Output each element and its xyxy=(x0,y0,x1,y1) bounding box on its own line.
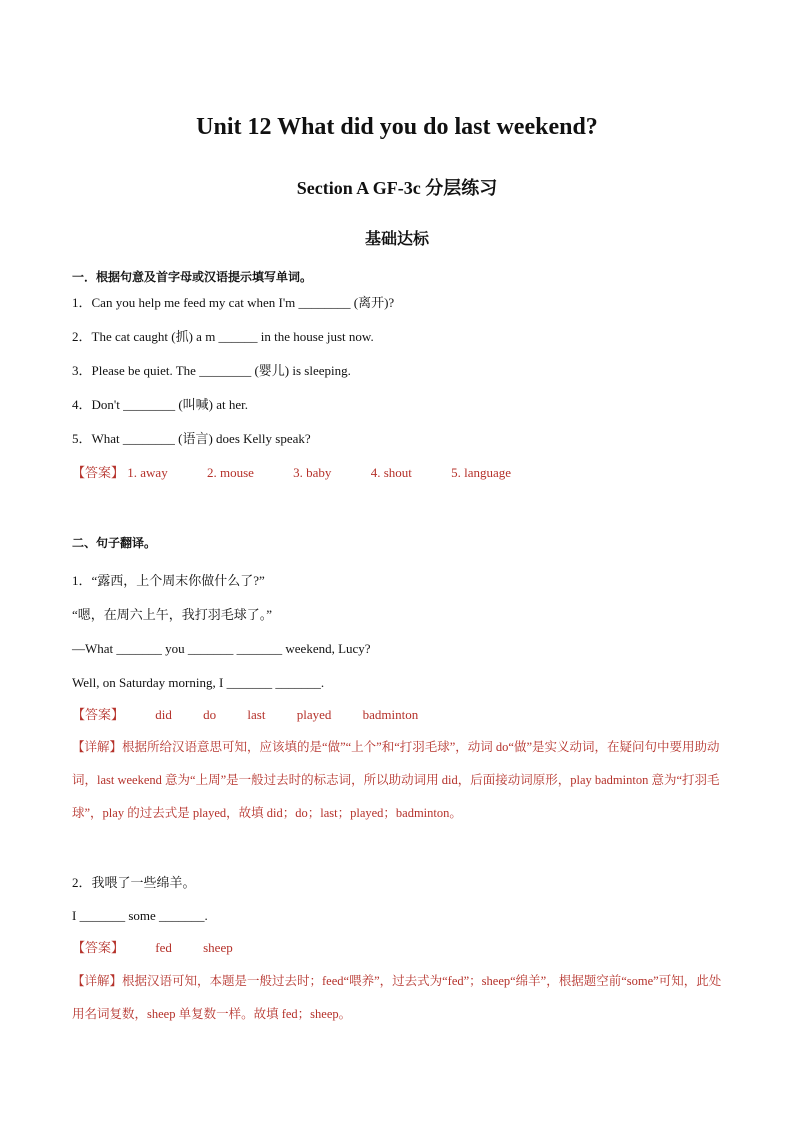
answer-label: 【答案】 xyxy=(72,465,125,480)
detail-text: 根据汉语可知，本题是一般过去时；feed“喂养”，过去式为“fed”；sheep“绵羊”，根据题空前“some”可知，此处用名词复数，sheep 单复数一样。故填 fed；sheep。 xyxy=(72,974,722,1021)
answer-item: 5. language xyxy=(451,465,512,480)
part1-heading: 一．根据句意及首字母或汉语提示填写单词。 xyxy=(72,270,313,284)
answer-item: last xyxy=(247,707,266,722)
page-title: Unit 12 What did you do last weekend? xyxy=(196,114,598,140)
part1-question-5: 5．What ________ (语言) does Kelly speak? xyxy=(72,431,311,446)
answer-item: played xyxy=(296,707,332,722)
part1-question-2: 2．The cat caught (抓) a m ______ in the house just now. xyxy=(72,329,374,344)
part2-item2-chinese: 2．我喂了一些绵羊。 xyxy=(72,875,196,890)
answer-item: did xyxy=(155,707,172,722)
part2-item1-english-2: Well, on Saturday morning, I _______ _______. xyxy=(72,675,325,690)
detail-text: 根据所给汉语意思可知，应该填的是“做”“上个”和“打羽毛球”，动词 do“做”是实义动词，在疑问句中要用助动词，last weekend 意为“上周”是一般过去时的标志词，所以助动词用 did，后面接动词原形，play badminton 意为“打羽毛球”，play 的过去式是 played，故填 did；do；last；played；badminton。 xyxy=(72,740,720,820)
part1-question-3: 3．Please be quiet. The ________ (婴儿) is sleeping. xyxy=(72,363,351,378)
answer-item: badminton xyxy=(362,707,419,722)
answer-item: 1. away xyxy=(127,465,168,480)
answer-label: 【答案】 xyxy=(72,940,125,955)
part2-item1-detail xyxy=(72,731,722,830)
answer-item: fed xyxy=(155,940,172,955)
part2-item1-chinese-2: “嗯，在周六上午，我打羽毛球了。” xyxy=(72,607,273,622)
part1-answer-line xyxy=(72,464,511,482)
part2-item2-detail xyxy=(72,965,722,1031)
part2-item1-answer-line xyxy=(72,706,418,724)
part2-item2-english: I _______ some _______. xyxy=(72,908,208,923)
part2-item1-chinese-1: 1．“露西，上个周末你做什么了?” xyxy=(72,573,265,588)
part2-item2-answer-line xyxy=(72,939,233,957)
answer-label: 【答案】 xyxy=(72,707,125,722)
answer-item: do xyxy=(203,707,217,722)
detail-label: 【详解】 xyxy=(72,974,123,988)
answer-item: 3. baby xyxy=(293,465,332,480)
page-subtitle: Section A GF-3c 分层练习 xyxy=(296,178,498,198)
level-heading: 基础达标 xyxy=(364,231,429,248)
answer-item: 4. shout xyxy=(370,465,412,480)
part1-question-1: 1．Can you help me feed my cat when I'm ________ (离开)? xyxy=(72,295,395,310)
answer-item: sheep xyxy=(203,940,233,955)
detail-label: 【详解】 xyxy=(72,740,123,754)
part1-question-4: 4．Don't ________ (叫喊) at her. xyxy=(72,397,249,412)
part2-heading: 二、句子翻译。 xyxy=(72,536,157,550)
answer-item: 2. mouse xyxy=(206,465,254,480)
part2-item1-english-1: —What _______ you _______ _______ weekend, Lucy? xyxy=(72,641,371,656)
